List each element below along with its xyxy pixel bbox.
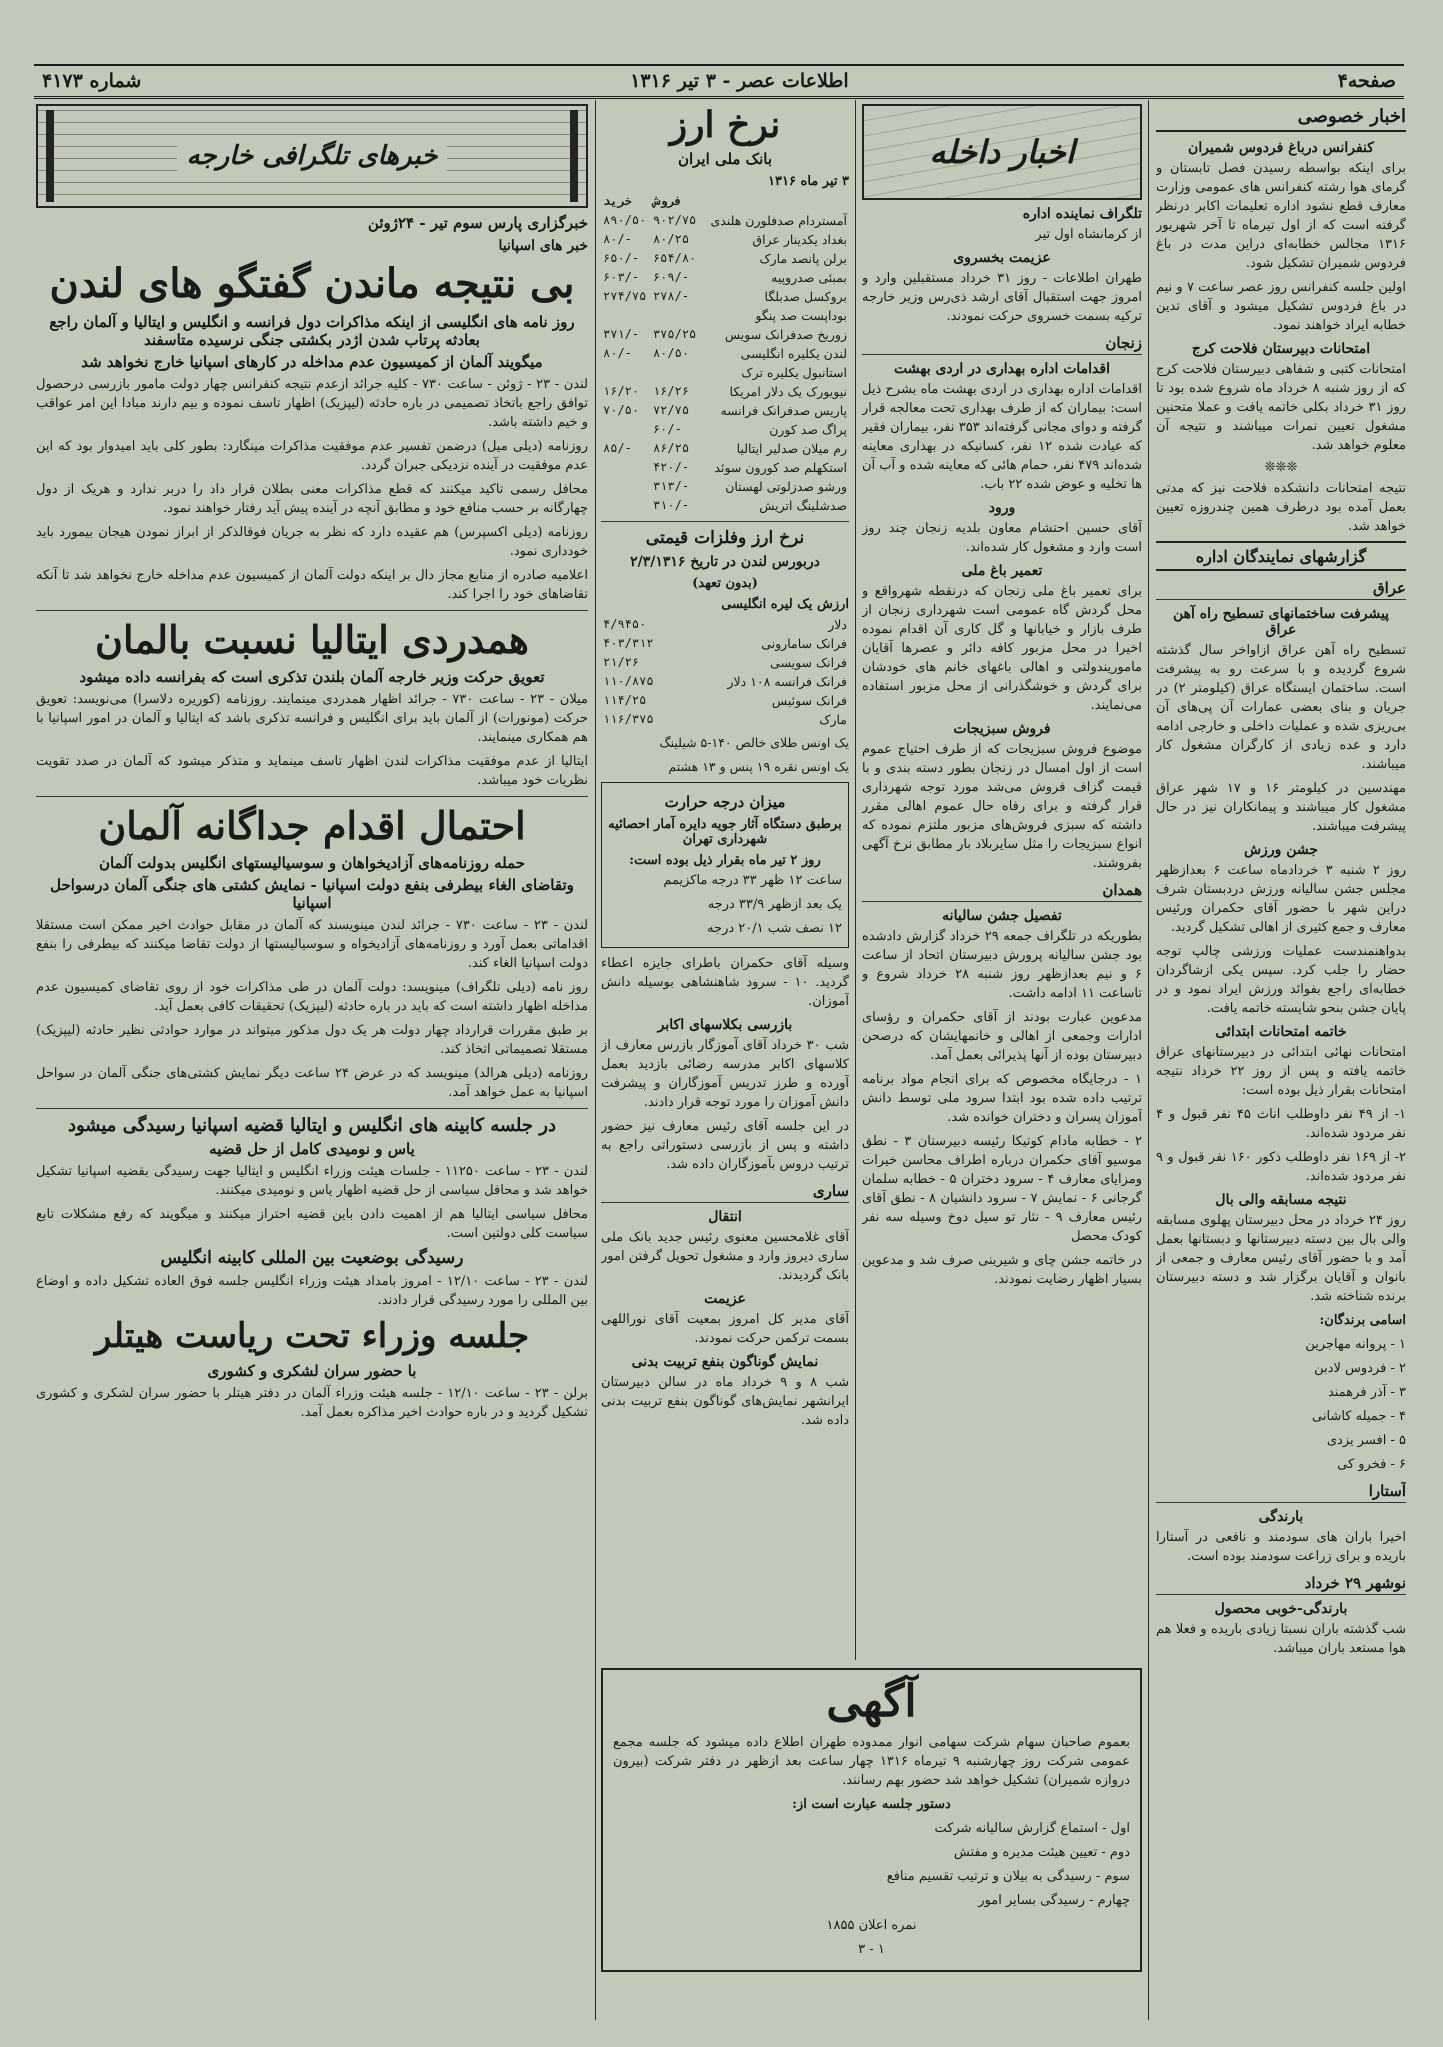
paragraph: لندن - ۲۳ - ساعت ۱۲/۱۰ - امروز بامداد هیئت وزراء انگلیس جلسه فوق العاده تشکیل داده و اوضاع بین المللی را مورد رسیدگی قرار دادند. bbox=[36, 1274, 588, 1308]
paragraph: محافل سیاسی ایتالیا هم از اهمیت دادن باین قضیه احتراز میکنند و میگویند که رفع مشکلات تابع سیاست کلی دولتین است. bbox=[36, 1207, 588, 1241]
masthead bbox=[34, 64, 1404, 99]
banner-pole bbox=[570, 110, 578, 202]
headline: رسیدگی بوضعیت بین المللی کابینه انگلیس bbox=[160, 1248, 464, 1268]
column-exchange-rates bbox=[601, 104, 849, 1654]
paragraph: لندن - ۲۳ - ساعت ۷۳۰ - جرائد لندن مینویسند که آلمان در مقابل حوادث اخیر ممکن است مستقلا اقداماتی بعمل آورد و روزنامه‌های آزادیخواه و سوسیالیستها از دولت تقاضا میکنند که بیطرفی را بنفع دولت اسپانیا الغاء کند. bbox=[36, 918, 588, 971]
paragraph: طهران اطلاعات - روز ۳۱ خرداد مستقبلین وارد و امروز جهت استقبال آقای ارشد ذی‌رس وزیر خارجه ترکیه بسمت خسروی حرکت نمودند. bbox=[862, 271, 1142, 324]
list-item: ۴ - جمیله کاشانی bbox=[1312, 1409, 1406, 1424]
column-domestic-news bbox=[862, 104, 1142, 1654]
paragraph: روز نامه (دیلی تلگراف) مینویسد: دولت آلمان در طی مذاکرات خود از روی تقاضای کمیسیون عدم مداخله اظهار داشته است که باید در باره حادثه (لیپزیک) تحقیقات کافی بعمل آید. bbox=[36, 980, 588, 1014]
table-row: فرانک فرانسه ۱۰۸ دلار ۱۱۰/۸۷۵ bbox=[603, 674, 847, 689]
headline: ورود bbox=[988, 500, 1016, 516]
table-row: بمبئی صدروپیه ۶۰۹/- ۶۰۳/- bbox=[603, 270, 847, 285]
table-row: استکهلم صد کورون سوئد ۴۲۰/- bbox=[652, 460, 847, 475]
column-private-news bbox=[1156, 104, 1406, 2020]
temperature-box bbox=[601, 782, 849, 948]
table-row: برلن پانصد مارک ۶۵۴/۸۰ ۶۵۰/- bbox=[603, 251, 847, 266]
headline: کنفرانس درباغ فردوس شمیران bbox=[1188, 140, 1374, 156]
paragraph: امتحانات نهائی ابتدائی در دبیرستانهای عراق خاتمه یافته و پس از روز ۲۲ خرداد نتیجه امتحانات بقرار ذیل بوده است: bbox=[1156, 1045, 1406, 1098]
divider bbox=[36, 1108, 588, 1109]
paragraph: ۱- از ۴۹ نفر داوطلب اناث ۴۵ نفر قبول و ۴ نفر مردود شده‌اند. bbox=[1156, 1107, 1406, 1141]
city-heading: ساری bbox=[601, 1182, 849, 1203]
headline-main: جلسه وزراء تحت ریاست هیتلر bbox=[94, 1316, 530, 1356]
paragraph: در خاتمه جشن چای و شیرینی صرف شد و مدعوین بسیار اظهار رضایت نمودند. bbox=[862, 1253, 1142, 1287]
rates-subtitle: بانک ملی ایران bbox=[677, 150, 773, 168]
ad-box bbox=[601, 1668, 1142, 1972]
paragraph: روز ۲ شنبه ۳ خردادماه ساعت ۶ بعدازظهر مجلس جشن سالیانه ورزش دردبستان شرف دراین شهر با حضور آقای حکمران ورئیس معارف و جمع کثیری از اهالی تشکیل گردید. bbox=[1156, 863, 1406, 935]
rates-title: نرخ ارز bbox=[669, 104, 781, 146]
masthead-center: اطلاعات عصر - ۳ تیر ۱۳۱۶ bbox=[630, 70, 849, 92]
paragraph: آقای مدیر کل امروز بمعیت آقای نوراللهی بسمت ترکمن حرکت نمودند. bbox=[601, 1312, 849, 1346]
headline-main: همدردی ایتالیا نسبت بالمان bbox=[95, 617, 529, 662]
headline-sub: تعویق حرکت وزیر خارجه آلمان بلندن تذکری است که بفرانسه داده میشود bbox=[79, 668, 545, 686]
column-rule bbox=[855, 100, 856, 1660]
banner-domestic bbox=[862, 104, 1142, 200]
paragraph: اعلامیه صادره از منابع مجاز دال بر اینکه دولت آلمان از کمیسیون عدم مداخله خارج نخواهد شد تا آنکه تقاضاهای خود را اجرا کند. bbox=[36, 568, 588, 602]
banner-foreign bbox=[36, 104, 588, 208]
headline: نتیجه مسابقه والی بال bbox=[1215, 1192, 1347, 1208]
paragraph: برلن - ۲۳ - ساعت ۱۲/۱۰ - جلسه هیئت وزراء آلمان در دفتر هیتلر با حضور سران لشکری و کشوری تشکیل گردید و در باره حوادث اخیر مذاکره بعمل آمد. bbox=[36, 1386, 588, 1420]
table-row: فرانک سویسی ۲۱/۲۶ bbox=[603, 655, 847, 670]
table-row: رم میلان صدلیر ایتالیا ۸۶/۲۵ ۸۵/- bbox=[603, 441, 847, 456]
table-row: مارک ۱۱۶/۳۷۵ bbox=[603, 712, 847, 727]
paragraph: تسطیح راه آهن عراق ازاواخر سال گذشته شروع گردیده و با سرعت رو به پیشرفت است. ساختمان ایستگاه عراق (کیلومتر ۲) در جریان و بنای بعضی عمارات آن پی‌های آن بی‌ریزی شده و عملیات داخلی و خارجی ادامه دارد و عده زیادی از کارگران مشغول کار میباشند. bbox=[1156, 643, 1406, 772]
metals-note: (بدون تعهد) bbox=[692, 576, 758, 591]
table-row: صدشلینگ اتریش ۳۱۰/- bbox=[652, 498, 847, 513]
agenda-item: سوم - رسیدگی به بیلان و ترتیب تقسیم منافع bbox=[886, 1869, 1130, 1884]
section-title: گزارشهای نمایندگان اداره bbox=[1156, 541, 1406, 571]
metals-subtitle: دربورس لندن در تاریخ ۲/۳/۱۳۱۶ bbox=[630, 554, 820, 570]
city-heading: آستارا bbox=[1156, 1482, 1406, 1503]
paragraph: لندن - ۲۳ - ساعت ۱۱۲۵۰ - جلسات هیئت وزراء انگلیس و ایتالیا جهت رسیدگی بقضیه اسپانیا تشکیل خواهد شد و محافل سیاسی از حل قضیه اظهار یاس و نومیدی میکنند. bbox=[36, 1164, 588, 1198]
temp-line: روز ۲ تیر ماه بقرار ذیل بوده است: bbox=[629, 853, 821, 868]
subhead: خبر های اسپانیا bbox=[498, 238, 588, 254]
table-row: دلار ۴/۹۴۵۰ bbox=[603, 617, 847, 632]
paragraph: ۲ - خطابه مادام کوتیکا رئیسه دبیرستان ۳ - نطق موسیو آقای حکمران درباره اطراف محاسن خیرات ومزایای معارف ۴ - سرود دختران ۵ - خطابه سلمان گرجانی ۶ - نمایش ۷ - سرود دانشیان ۸ - نطق آقای رئیس معارف ۹ - نثار تو سیل دوخ وسیله سه نفر کودک محصل bbox=[862, 1134, 1142, 1244]
table-header-row bbox=[601, 192, 849, 211]
paragraph: ۱ - درجایگاه مخصوص که برای انجام مواد برنامه ترتیب داده شده بود ابتدا سرود ملی توسط دانش آموزان پسران و دختران خوانده شد. bbox=[862, 1072, 1142, 1125]
paragraph: امتحانات کتبی و شفاهی دبیرستان فلاحت کرج که از روز شنبه ۸ خرداد ماه شروع شده بود تا روز ۳۱ خرداد بکلی خاتمه یافت و عملا متحنین مشغول تعیین نمرات میباشند و نتیجه آن معلوم خواهد شد. bbox=[1156, 362, 1406, 453]
headline: عزیمت بخسروی bbox=[953, 250, 1051, 266]
paragraph: در این جلسه آقای رئیس معارف نیز حضور داشته و پس از بازرسی دستوراتی راجع به ترتیب دروس بآموزگاران داده شد. bbox=[601, 1119, 849, 1172]
agenda-item: اول - استماع گزارش سالیانه شرکت bbox=[934, 1821, 1130, 1836]
headline: پیشرفت ساختمانهای تسطیح راه آهن عراق bbox=[1172, 606, 1390, 638]
metals-head: ارزش یک لیره انگلیسی bbox=[721, 597, 849, 612]
table-row: زوریخ صدفرانک سویس ۳۷۵/۲۵ ۳۷۱/- bbox=[603, 327, 847, 342]
headline: تعمیر باغ ملی bbox=[961, 563, 1043, 579]
paragraph: مدعوین عبارت بودند از آقای حکمران و رؤسای ادارات وجمعی از اهالی و خانمهایشان که درصحن دبیرستان بوده از آنها پذیرائی بعمل آمد. bbox=[862, 1010, 1142, 1063]
headline: امتحانات دبیرستان فلاحت کرج bbox=[1191, 341, 1371, 357]
paragraph: آقای حسین احتشام معاون بلدیه زنجان چند روز است وارد و مشغول کار شده‌اند. bbox=[862, 521, 1142, 555]
headline: خاتمه امتحانات ابتدائی bbox=[1215, 1024, 1347, 1040]
table-row: پراگ صد کورن ۶۰/- bbox=[652, 422, 847, 437]
ad-ref: ۱ - ۳ bbox=[858, 1942, 885, 1957]
headline-main: احتمال اقدام جداگانه آلمان bbox=[98, 803, 526, 848]
paragraph: روز ۲۴ خرداد در محل دبیرستان پهلوی مسابقه والی بال بین دسته دبیرستانها و دبستانها بعمل آمد و با حضور آقای رئیس معارف و جمعی از بانوان و آقایان برگزار شد و دسته دبیرستان برنده شناخته شد. bbox=[1156, 1213, 1406, 1304]
table-row: فرانک سامارونی ۴۰۳/۳۱۲ bbox=[603, 636, 847, 651]
page-label: صفحه۴ bbox=[1337, 70, 1396, 92]
headline: اقدامات اداره بهداری در اردی بهشت bbox=[894, 361, 1110, 377]
paragraph: لندن - ۲۳ - ژوئن - ساعت ۷۳۰ - کلیه جرائد ازعدم نتیجه کنفرانس چهار دولت مامور بازرسی درحصول توافق راجع باتخاذ تصمیمی در باره حادثه (لیپزیک) اظهار تاسف نموده و بیم دارند مبادا این امر عواقب و خیم داشته باشد. bbox=[36, 377, 588, 430]
separator-stars: ❊❊❊ bbox=[1264, 460, 1298, 475]
headline-sub: روز نامه های انگلیسی از اینکه مذاکرات دول فرانسه و انگلیس و ایتالیا و آلمان راجع بعادثه پرتاب شدن اژدر بکشتی جنگی نرسیده متاسفند bbox=[49, 313, 575, 349]
table-row: بروکسل صدبلگا ۲۷۸/- ۲۷۴/۷۵ bbox=[603, 289, 847, 304]
dateline: از کرمانشاه اول تیر bbox=[1035, 227, 1142, 242]
silver-line: یک اونس نقره ۱۹ پنس و ۱۳ هشتم bbox=[668, 759, 849, 774]
table-row: پاریس صدفرانک فرانسه ۷۲/۷۵ ۷۰/۵۰ bbox=[603, 403, 847, 418]
table-row: ورشو صدزلوتی لهستان ۳۱۳/- bbox=[652, 479, 847, 494]
paragraph: محافل رسمی تاکید میکنند که قطع مذاکرات معنی بطلان قرار داد را دربر ندارد و هریک از دول چهارگانه بر حسب منافع خود و مطابق آنچه در آینده پیش آید رفتار خواهند نمود. bbox=[36, 482, 588, 516]
headline-sub: یاس و نومیدی کامل از حل قضیه bbox=[209, 1140, 415, 1158]
paragraph: ایتالیا از عدم موفقیت مذاکرات لندن اظهار تاسف مینماید و متذکر میشود که آلمان در صدد تقویت نظریات خود میباشد. bbox=[36, 754, 588, 788]
headline-main: بی نتیجه ماندن گفتگو های لندن bbox=[49, 260, 575, 307]
telegraph-label: تلگراف نماینده اداره bbox=[1022, 206, 1142, 222]
agenda-title: دستور جلسه عبارت است از: bbox=[792, 1797, 951, 1812]
divider bbox=[36, 796, 588, 797]
paragraph: آقای غلامحسین معنوی رئیس جدید بانک ملی ساری دیروز وارد و مشغول تحویل گرفتن امور بانک گردیدند. bbox=[601, 1230, 849, 1283]
rates-date: ۳ تیر ماه ۱۳۱۶ bbox=[768, 174, 849, 189]
paragraph: شب ۸ و ۹ خرداد ماه در سالن دبیرستان ایرانشهر نمایش‌های گوناگون بنفع تربیت بدنی داده شد. bbox=[601, 1375, 849, 1428]
paragraph: اقدامات اداره بهداری در اردی بهشت ماه بشرح ذیل است: بیماران که از طرف بهداری تحت معالجه قرار گرفته و دوای مجانی گرفته‌اند ۳۵۳ نفر، بیماران فقیر که عیادت شده ۱۲ نفر، کسانیکه در بهداری معاینه شده‌اند ۴۷۹ نفر، حمام هائی که معاینه شده و آب آن ها تخلیه و عوض شده ۲۲ باب. bbox=[862, 382, 1142, 492]
table-row: نیویورک یک دلار امریکا ۱۶/۲۶ ۱۶/۲۰ bbox=[603, 384, 847, 399]
temp-row: یک بعد ازظهر ۳۳/۹ درجه bbox=[707, 897, 842, 912]
temp-title: میزان درجه حرارت bbox=[664, 793, 786, 811]
paragraph: اولین جلسه کنفرانس روز عصر ساعت ۷ و نیم در باغ فردوس تشکیل میشود و آقای تدین خطابه ایراد خواهند نمود. bbox=[1156, 280, 1406, 333]
headline: جشن ورزش bbox=[1243, 842, 1319, 858]
section-title: اخبار خصوصی bbox=[1156, 106, 1406, 132]
list-item: ۲ - فردوس لادبن bbox=[1314, 1361, 1406, 1376]
paragraph: اخیرا باران های سودمند و نافعی در آستارا باریده و برای زراعت سودمند بوده است. bbox=[1156, 1530, 1406, 1564]
paragraph: میلان - ۲۳ - ساعت ۷۳۰ - جرائد اظهار همدردی مینمایند. روزنامه (کوریره دلاسرا) می‌نویسد: تعویق حرکت (مونورات) از آلمان باید برای انگلیس و فرانسه تذکری باشد که ایتالیا و آلمان در امور اسپانیا با هم همکاری مینمایند. bbox=[36, 692, 588, 745]
gold-line: یک اونس طلای خالص ۱۴۰-۵ شیلینگ bbox=[659, 735, 849, 750]
table-row: لندن یکلیره انگلیسی ۸۰/۵۰ ۸۰/- bbox=[603, 346, 847, 361]
table-row: آمستردام صدفلورن هلندی ۹۰۲/۷۵ ۸۹۰/۵۰ bbox=[603, 213, 847, 228]
table-row: بوداپست صد پنگو bbox=[755, 308, 847, 323]
list-title: اسامی برندگان: bbox=[1319, 1313, 1406, 1328]
paragraph: روزنامه (دیلی اکسپرس) هم عقیده دارد که نظر به جریان فوقالذکر از ابراز نمودن هیجان بیمورد باید خودداری نمود. bbox=[36, 525, 588, 559]
divider bbox=[36, 610, 588, 611]
list-item: ۵ - افسر یزدی bbox=[1326, 1433, 1406, 1448]
advertisement bbox=[601, 1668, 1142, 2008]
paragraph: شب گذشته باران نسبتا زیادی باریده و فعلا هم هوا مستعد باران میباشد. bbox=[1156, 1622, 1406, 1656]
header-buy: خرید bbox=[603, 194, 632, 208]
city-heading: عراق bbox=[1156, 579, 1406, 600]
metals-table bbox=[601, 615, 849, 729]
headline: نمایش گوناگون بنفع تربیت بدنی bbox=[631, 1354, 819, 1370]
divider bbox=[601, 521, 849, 522]
headline: انتقال bbox=[708, 1209, 742, 1225]
headline: بارندگی-خوبی محصول bbox=[1214, 1601, 1348, 1617]
list-item: ۳ - آذر فرهمند bbox=[1328, 1385, 1406, 1400]
table-row: استانبول یکلیره ترک bbox=[741, 365, 847, 380]
metals-title: نرخ ارز وفلزات قیمتی bbox=[645, 528, 805, 548]
agenda-item: دوم - تعیین هیئت مدیره و مفتش bbox=[953, 1845, 1130, 1860]
city-heading: زنجان bbox=[862, 334, 1142, 355]
paragraph: بدواهنمندست عملیات ورزشی چالپ توجه حضار را جلب کرد. سپس یکی ازشاگردان خطابه‌ای راجع بفوائد ورزش ایراد نمود و در پایان جشن بنحو شایسته خاتمه یافت. bbox=[1156, 944, 1406, 1016]
paragraph: بر طبق مقررات قرارداد چهار دولت هر یک دول مذکور میتواند در موارد حوادثی نظیر حادثه (لیپزیک) مستقلا تصمیماتی اتخاذ کند. bbox=[36, 1023, 588, 1057]
headline: فروش سبزیجات bbox=[953, 721, 1051, 737]
ad-title: آگهی bbox=[826, 1676, 917, 1727]
column-rule bbox=[595, 100, 596, 2020]
temp-row: ساعت ۱۲ ظهر ۳۳ درجه ماکزیمم bbox=[663, 873, 842, 888]
table-row: فرانک سوئیس ۱۱۴/۲۵ bbox=[603, 693, 847, 708]
city-heading: همدان bbox=[862, 881, 1142, 902]
paragraph: روزنامه (دیلی میل) درضمن تفسیر عدم موفقیت مذاکرات مینگارد: بطور کلی باید امیدوار بود که این عدم موفقیت در آینده نزدیکی جبران گردد. bbox=[36, 439, 588, 473]
headline: بارندگی bbox=[1258, 1509, 1304, 1525]
headline-sub: حمله روزنامه‌های آزادیخواهان و سوسیالیستهای انگلیس بدولت آلمان bbox=[98, 854, 526, 872]
headline-sub: میگویند آلمان از کمیسیون عدم مداخله در کارهای اسپانیا خارج نخواهد شد bbox=[81, 353, 543, 371]
column-rule bbox=[1148, 100, 1149, 2020]
paragraph: برای تعمیر باغ ملی زنجان که درنقطه شهرواقع و محل گردش گاه عمومی است شهرداری زنجان از طرف بازار و خیابانها و گل کاری آن اقدام نموده اخیرا در محل مزبور کافه دائر و عصرها آقایان ماموریندولتی و اهالی باغهای خانم های خودشان برای گردش و خوشگذرانی از محل مزبور استفاده می‌نمایند. bbox=[862, 584, 1142, 713]
paragraph: نتیجه امتحانات دانشکده فلاحت نیز که مدتی بعمل آمده بود درطرف همین چندروزه تعیین خواهد شد. bbox=[1156, 481, 1406, 534]
temp-subtitle: برطبق دستگاه آثار جویه دایره آمار احصائیه شهرداری تهران bbox=[608, 817, 842, 847]
table-row: بغداد یکدینار عراق ۸۰/۲۵ ۸۰/- bbox=[603, 232, 847, 247]
paragraph: برای اینکه بواسطه رسیدن فصل تابستان و گرمای هوا رشته کنفرانس های عمومی وزارت معارف قطع نشود اداره تعلیمات اکابر درنظر گرفته است که از اول تیرماه تا آخر شهریور ۱۳۱۶ مجالس خطابه‌ای دراین مدت در باغ فردوس شمیران تشکیل شود. bbox=[1156, 161, 1406, 271]
banner-pole bbox=[46, 110, 54, 202]
paragraph: ۲- از ۱۶۹ نفر داوطلب ذکور ۱۶۰ نفر قبول و ۹ نفر مردود شده‌اند. bbox=[1156, 1150, 1406, 1184]
headline: در جلسه کابینه های انگلیس و ایتالیا قضیه اسپانیا رسیدگی میشود bbox=[67, 1115, 556, 1136]
headline-sub: وتقاضای الغاء بیطرفی بنفع دولت اسپانیا - نمایش کشتی های جنگی آلمان درسواحل اسپانیا bbox=[50, 876, 574, 912]
paragraph: بعموم صاحبان سهام شرکت سهامی انوار ممدوده طهران اطلاع داده میشود که جلسه مجمع عمومی شرکت روز چهارشنبه ۹ تیرماه ۱۳۱۶ چهار ساعت بعد ازظهر در دفتر شرکت (بیرون دروازه شمیران) تشکیل خواهد شد حضور بهم رسانند. bbox=[613, 1735, 1130, 1788]
headline: بازرسی بکلاسهای اکابر bbox=[657, 1017, 793, 1033]
headline: تفصیل جشن سالیانه bbox=[942, 908, 1062, 924]
paragraph: وسیله آقای حکمران باطرای جایزه اعطاء گردید. ۱۰ - سرود شاهنشاهی بوسیله دانش آموزان. bbox=[601, 956, 849, 1009]
headline: عزیمت bbox=[704, 1291, 746, 1307]
banner-title: اخبار داخله bbox=[929, 133, 1075, 171]
city-heading: نوشهر ۲۹ خرداد bbox=[1156, 1574, 1406, 1595]
paragraph: مهندسین در کیلومتر ۱۶ و ۱۷ شهر عراق مشغول کار میباشند و پیمانکاران نیز در حال پیشرفت میباشند. bbox=[1156, 781, 1406, 834]
paragraph: موضوع فروش سبزیجات که از طرف احتیاج عموم است از اول امسال در زنجان بطور دسته بندی و با قیمت گزاف فروش می‌شد مورد توجه شهرداری قرار گرفته و برای رفاه حال عموم اهالی مقرر داشته که سبزی فروش‌های مزبور ملتزم نموده که انواع سبزیجات را مثل سایربلاد بار مطابق نرخ آگهی بفروشند. bbox=[862, 742, 1142, 871]
temp-row: ۱۲ نصف شب ۲۰/۱ درجه bbox=[707, 921, 842, 936]
issue-label: شماره ۴۱۷۳ bbox=[42, 70, 142, 92]
ad-number: نمره اعلان ۱۸۵۵ bbox=[826, 1918, 917, 1933]
paragraph: روزنامه (دیلی هرالد) مینویسد که در عرض ۲۴ ساعت دیگر نمایش کشتی‌های جنگی آلمان در سواحل اسپانیا به عمل خواهد آمد. bbox=[36, 1066, 588, 1100]
rates-table bbox=[601, 192, 849, 515]
header-sell: فروش bbox=[652, 194, 682, 208]
headline-sub: با حضور سران لشکری و کشوری bbox=[207, 1362, 417, 1380]
column-foreign-news bbox=[36, 104, 588, 2020]
list-item: ۱ - پروانه مهاجرین bbox=[1305, 1337, 1406, 1352]
list-item: ۶ - فخرو کی bbox=[1337, 1457, 1406, 1472]
banner-title: خبرهای تلگرافی خارجه bbox=[177, 141, 448, 171]
paragraph: شب ۳۰ خرداد آقای آموزگار بازرس معارف از کلاسهای اکابر مدرسه رضائی بازدید بعمل آورده و طرز تدریس آموزگاران و پیشرفت دانش آموزان را مورد توجه قرار دادند. bbox=[601, 1038, 849, 1110]
paragraph: بطوریکه در تلگراف جمعه ۲۹ خرداد گزارش دادشده بود جشن سالیانه پرورش دبیرستان اتحاد از ساعت ۶ و نیم بعدازظهر روز شنبه ۲۸ خرداد شروع و تاساعت ۱۱ ادامه داشت. bbox=[862, 929, 1142, 1001]
agenda-item: چهارم - رسیدگی بسایر امور bbox=[978, 1893, 1130, 1908]
agency-line: خبرگزاری پارس سوم تیر - ۲۴ژوئن bbox=[367, 214, 588, 232]
